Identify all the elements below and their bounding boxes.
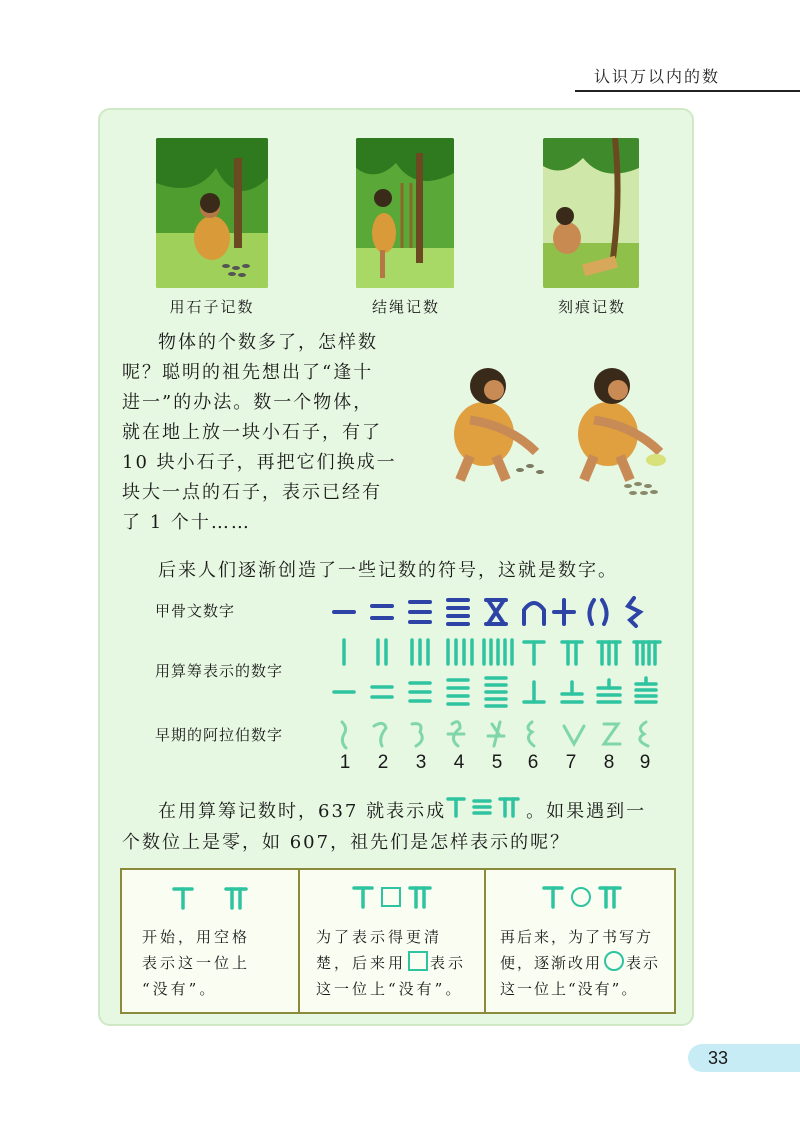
intro-line: 进一”的办法。数一个物体， [122,392,374,413]
question-paragraph [122,796,682,858]
page-number-tab [688,1044,800,1072]
intro-line: 了 1 个十…… [122,512,251,533]
rod-numerals-horizontal-row [328,674,668,714]
digit-9: 9 [639,752,651,773]
digit-1: 1 [339,752,351,773]
rod-607-square-symbol [352,884,436,914]
scene-caption: 用石子记数 [169,298,255,316]
digit-5: 5 [491,752,503,773]
box-line: 为了表示得更清 [316,928,443,946]
intro-line: 物体的个数多了，怎样数 [158,332,378,353]
box-line: 表示 [430,954,467,972]
rod-numerals-vertical-row [328,634,668,674]
question-text: 在用算筹记数时，637 就表示成 [158,801,447,822]
box-line: 表示 [626,954,661,972]
box-line-with-circle [500,950,660,976]
box-line-with-square [316,950,466,976]
digit-7: 7 [565,752,577,773]
intro-line: 块大一点的石子，表示已经有 [122,482,382,503]
page-number: 33 [707,1048,728,1068]
arabic-label: 早期的阿拉伯数字 [155,726,284,744]
rod-607-circle-symbol [542,884,626,914]
square-icon [408,951,428,971]
caveman-grouping-illustration [568,356,680,506]
box-text [500,924,660,1002]
scene-rope-illustration [356,138,454,288]
box-line: 再后来，为了书写方 [500,928,654,946]
intro-line: 呢？聪明的祖先想出了“逢十 [122,362,374,383]
header-rule [575,90,800,92]
rod-607-blank-symbol [172,886,252,914]
box-text [316,924,466,1002]
box-line: 楚，后来用 [316,954,407,972]
box-line: 表示这一位上 [142,954,251,972]
digit-3: 3 [415,752,427,773]
header-title: 认识万以内的数 [593,67,720,86]
box-line: “没有”。 [142,980,218,998]
box-line: 开始，用空格 [142,928,251,946]
question-text: 。如果遇到一 [526,801,647,822]
rod-637-symbol [446,796,526,828]
representation-table [120,868,676,1014]
intro-paragraph [122,328,422,538]
question-line-1 [122,796,682,828]
scene-stones-illustration [156,138,268,288]
box-line: 便，逐渐改用 [500,954,603,972]
digit-2: 2 [377,752,389,773]
caveman-counting-illustration [440,356,556,486]
digit-8: 8 [603,752,615,773]
oracle-label: 甲骨文数字 [155,602,236,620]
symbols-sentence: 后来人们逐渐创造了一些记数的符号，这就是数字。 [158,560,618,581]
circle-icon [604,951,624,971]
digit-6: 6 [527,752,539,773]
digit-4: 4 [453,752,465,773]
scene-carving-illustration [543,138,639,288]
rod-label: 用算筹表示的数字 [155,662,284,680]
box-line: 这一位上“没有”。 [316,980,464,998]
early-arabic-numerals-row [328,714,668,754]
oracle-numerals-row [328,592,668,632]
box-blank-space [122,870,298,1012]
box-circle [484,870,674,1012]
intro-line: 10 块小石子，再把它们换成一 [122,452,397,473]
box-square [298,870,484,1012]
box-text [142,924,250,1002]
intro-line: 就在地上放一块小石子，有了 [122,422,382,443]
scene-caption: 刻痕记数 [557,298,626,316]
scene-caption: 结绳记数 [371,298,440,316]
box-line: 这一位上“没有”。 [500,980,639,998]
question-line-2: 个数位上是零，如 607，祖先们是怎样表示的呢？ [122,832,571,853]
